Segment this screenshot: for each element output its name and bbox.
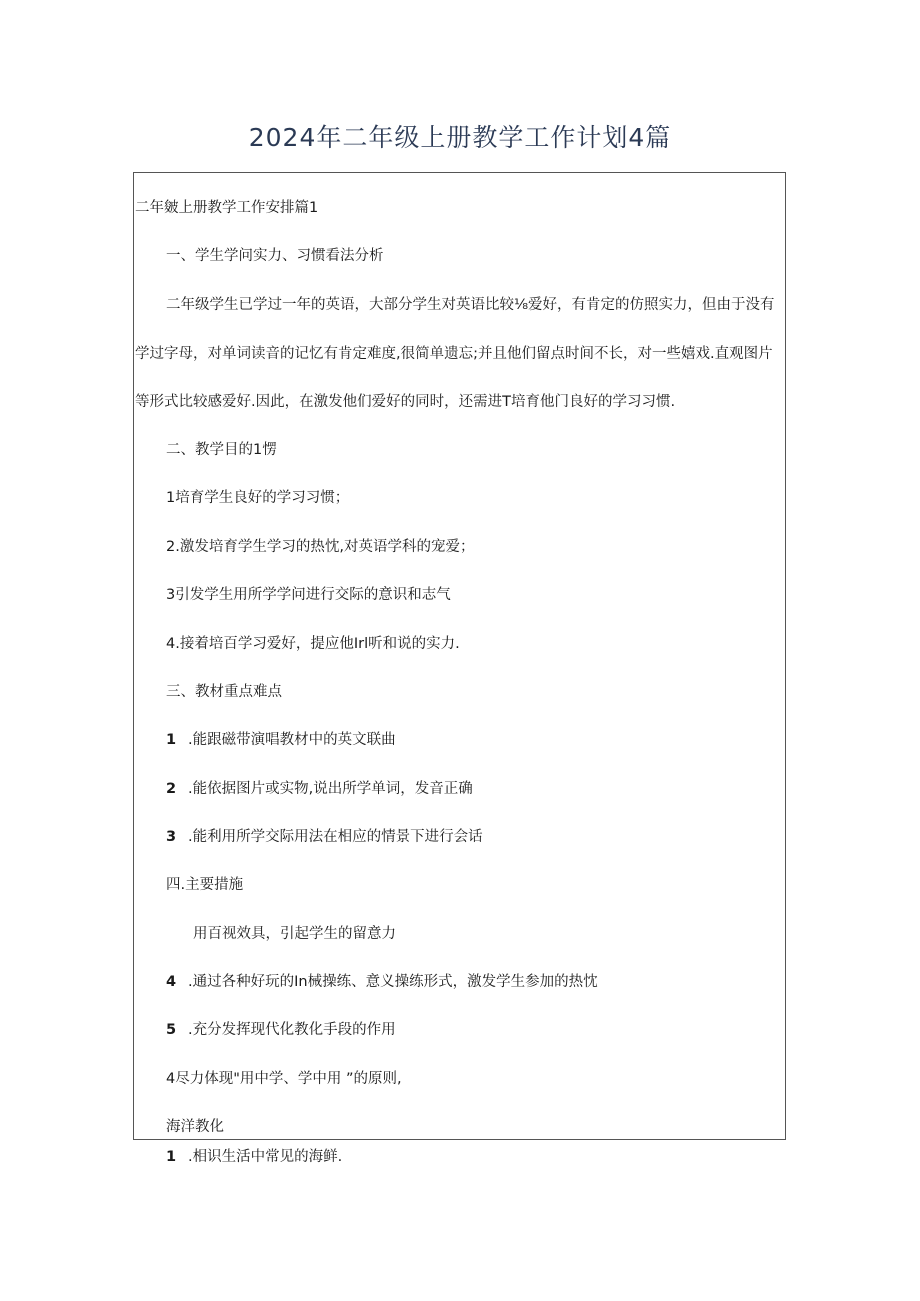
document-heading — [135, 199, 318, 217]
principle-line: 4尽力体现"用中学、学中用 ”的原则, — [166, 1071, 402, 1087]
content-frame — [133, 172, 786, 1140]
goal-item: 4.接着培百学习爱好，提应他Irl听和说的实力. — [166, 636, 460, 652]
list-item-text: .相识生活中常见的海鲜. — [188, 1149, 343, 1165]
list-item — [166, 780, 473, 798]
section-heading-2: 二、教学目的1愣 — [166, 442, 277, 458]
goal-item: 3引发学生用所学学问进行交际的意识和志气 — [166, 587, 451, 603]
list-item-number: 5 — [166, 1022, 177, 1038]
paragraph-line: 等形式比较感爱好.因此，在激发他们爱好的同时，还需进T培育他门良好的学习习惯. — [135, 394, 676, 410]
list-item-number: 1 — [166, 732, 177, 748]
paragraph-line: 二年级学生已学过一年的英语，大部分学生对英语比较⅛爱好，有肯定的仿照实力，但由于没有 — [166, 297, 775, 313]
list-item-text: .充分发挥现代化教化手段的作用 — [188, 1022, 396, 1038]
section-heading-1: 一、学生学问实力、习惯看法分析 — [166, 248, 384, 264]
list-item — [166, 731, 396, 749]
list-item — [166, 1148, 342, 1166]
section-heading-4: 四.主要措施 — [166, 877, 244, 893]
list-item-text: .能依据图片或实物,说出所学单词，发音正确 — [188, 781, 473, 797]
list-item-number: 1 — [166, 1149, 177, 1165]
paragraph-line: 学过字母，对单词读音的记忆有肯定难度,很简单遗忘;并且他们留点时间不长，对一些嬉戏.直观图片 — [135, 346, 773, 362]
list-item-text: .能利用所学交际用法在相应的情景下进行会话 — [188, 829, 483, 845]
goal-item: 2.激发培育学生学习的热忱,对英语学科的宠爱； — [166, 539, 475, 555]
list-item-number: 4 — [166, 974, 177, 990]
list-item-number: 2 — [166, 781, 177, 797]
section-heading-3: 三、教材重点难点 — [166, 684, 282, 700]
list-item-text: .能跟磁带演唱教材中的英文联曲 — [188, 732, 396, 748]
measure-intro: 用百视效具，引起学生的留意力 — [193, 926, 396, 942]
list-item — [166, 1021, 396, 1039]
list-item — [166, 828, 483, 846]
list-item-number: 3 — [166, 829, 177, 845]
list-item-text: .通过各种好玩的In械操练、意义操练形式，激发学生参加的热忱 — [188, 974, 598, 990]
document-title: 2024年二年级上册教学工作计划4篇 — [248, 123, 672, 152]
document-heading-text: 二年皴上册教学工作安排篇1 — [135, 200, 319, 216]
section-heading-5: 海洋教化 — [166, 1119, 224, 1135]
goal-item: 1培育学生良好的学习习惯； — [166, 490, 350, 506]
list-item — [166, 973, 598, 991]
